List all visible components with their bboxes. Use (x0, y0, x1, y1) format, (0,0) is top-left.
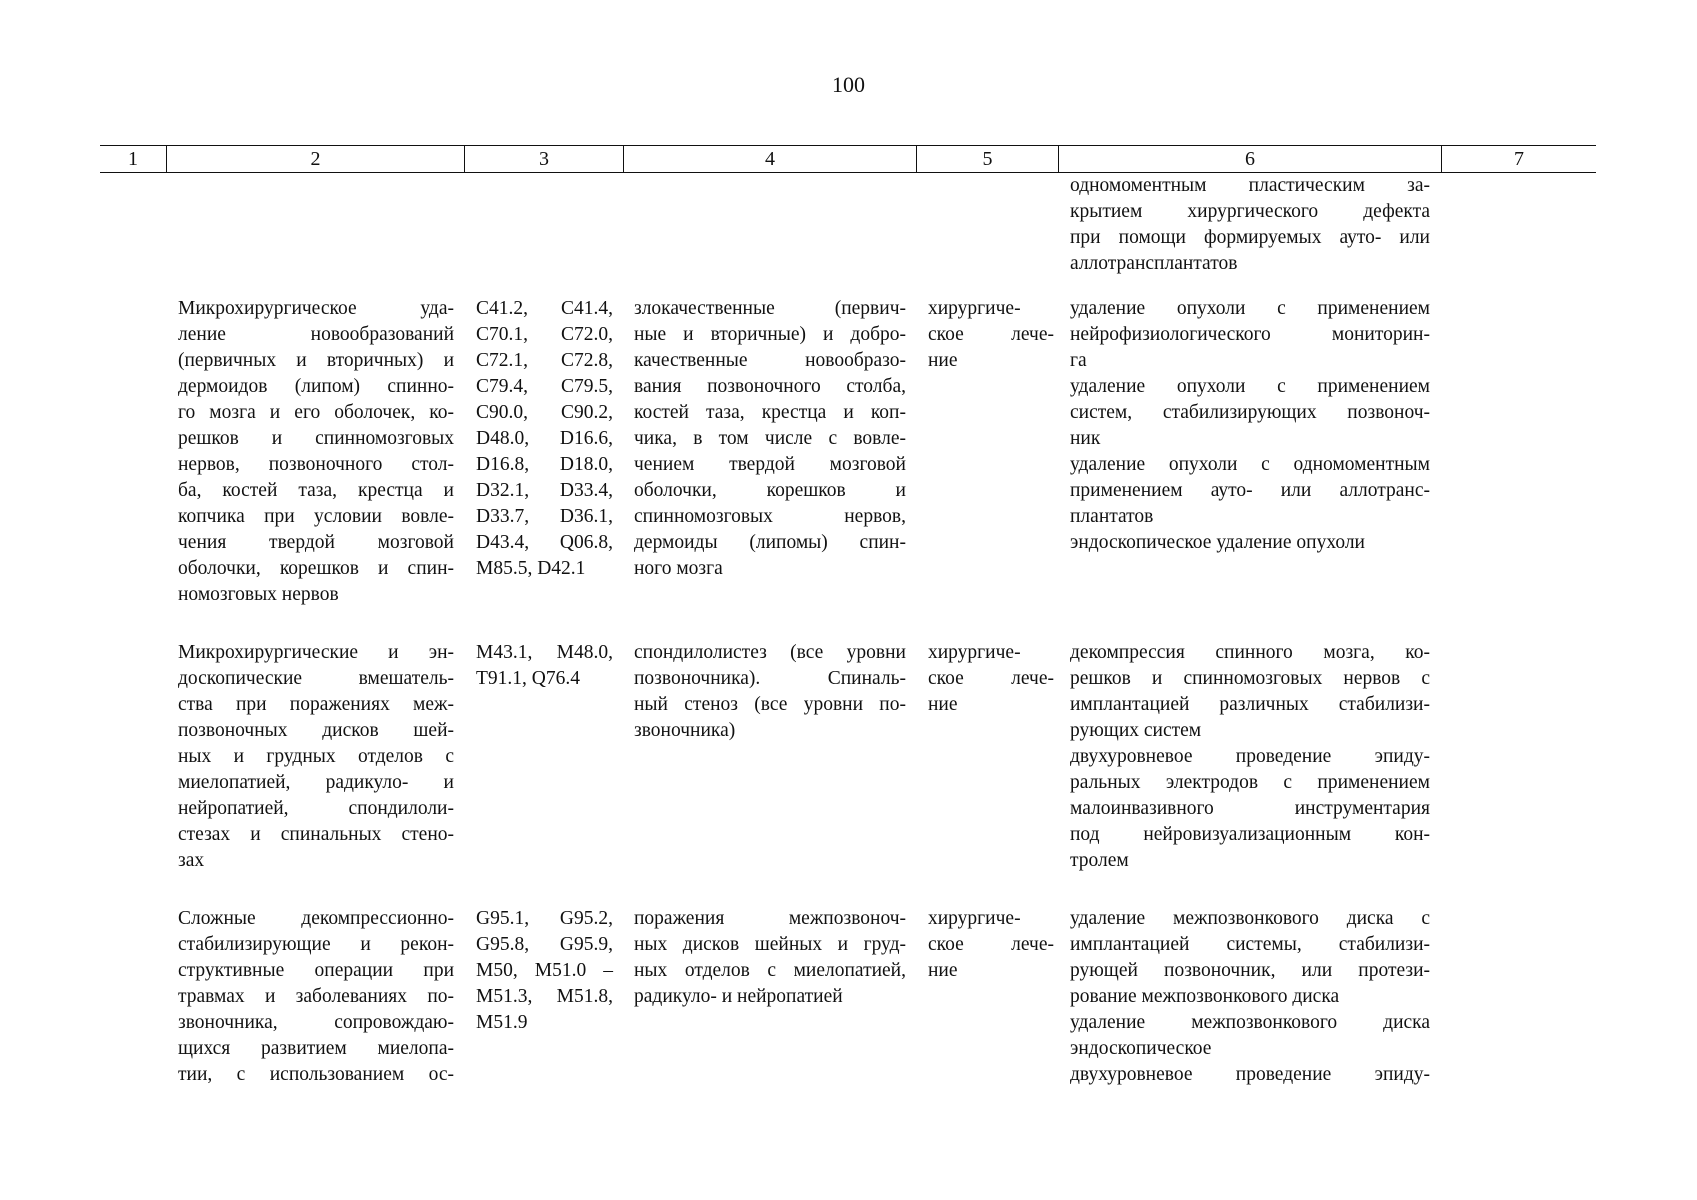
text-line: ление новообразований (178, 324, 454, 345)
text-line: хирургиче- (928, 298, 1021, 319)
row3-col3-codes (476, 906, 613, 1036)
text-line: копчика при условии вовле- (178, 506, 454, 527)
row2-col4-diagnosis (634, 640, 906, 744)
text-line: нервов, позвоночного стол- (178, 454, 454, 475)
text-line: M85.5, D42.1 (476, 558, 586, 579)
text-line: ного мозга (634, 558, 723, 579)
text-line: C70.1, C72.0, (476, 324, 613, 345)
text-line: Микрохирургические и эн- (178, 642, 454, 663)
text-line: ных отделов с миелопатией, (634, 960, 906, 981)
text-line: зах (178, 850, 205, 871)
text-line: тролем (1070, 850, 1129, 871)
text-line: (первичных и вторичных) и (178, 350, 454, 371)
text-line: систем, стабилизирующих позвоноч- (1070, 402, 1430, 423)
row3-col4-diagnosis (634, 906, 906, 1010)
text-line: ные и вторичные) и добро- (634, 324, 906, 345)
text-line: удаление опухоли с применением (1070, 298, 1430, 319)
text-line: G95.8, G95.9, (476, 934, 613, 955)
text-line: ба, костей таза, крестца и (178, 480, 454, 501)
text-line: ных дисков шейных и груд- (634, 934, 906, 955)
text-line: хирургиче- (928, 908, 1021, 929)
row1-col4-diagnosis (634, 296, 906, 582)
text-line: двухуровневое проведение эпиду- (1070, 746, 1430, 767)
text-line: эндоскопическое удаление опухоли (1070, 532, 1365, 553)
text-line: C90.0, C90.2, (476, 402, 613, 423)
row1-col3-codes (476, 296, 613, 582)
header-col-1: 1 (128, 148, 138, 170)
text-line: при помощи формируемых ауто- или (1070, 227, 1430, 248)
text-line: го мозга и его оболочек, ко- (178, 402, 454, 423)
text-line: качественные новообразо- (634, 350, 906, 371)
text-line: дермоидов (липом) спинно- (178, 376, 454, 397)
text-line: M43.1, M48.0, (476, 642, 613, 663)
text-line: ства при поражениях меж- (178, 694, 454, 715)
text-line: тии, с использованием ос- (178, 1064, 454, 1085)
header-col-4: 4 (765, 148, 775, 170)
text-line: щихся развитием миелопа- (178, 1038, 454, 1059)
text-line: позвоночных дисков шей- (178, 720, 454, 741)
text-line: костей таза, крестца и коп- (634, 402, 906, 423)
text-line: декомпрессия спинного мозга, ко- (1070, 642, 1430, 663)
text-line: плантатов (1070, 506, 1154, 527)
text-line: одномоментным пластическим за- (1070, 175, 1430, 196)
row1-col2-method (178, 296, 454, 608)
text-line: аллотрансплантатов (1070, 253, 1238, 274)
text-line: ское лече- (928, 668, 1054, 689)
text-line: D43.4, Q06.8, (476, 532, 613, 553)
text-line: поражения межпозвоноч- (634, 908, 906, 929)
text-line: G95.1, G95.2, (476, 908, 613, 929)
text-line: чением твердой мозговой (634, 454, 906, 475)
text-line: ние (928, 960, 958, 981)
text-line: M50, M51.0 – (476, 960, 613, 981)
text-line: оболочки, корешков и спин- (178, 558, 454, 579)
text-line: дермоиды (липомы) спин- (634, 532, 906, 553)
text-line: M51.9 (476, 1012, 528, 1033)
text-line: удаление опухоли с применением (1070, 376, 1430, 397)
text-line: ных и грудных отделов с (178, 746, 454, 767)
header-col-2: 2 (310, 148, 321, 170)
text-line: злокачественные (первич- (634, 298, 906, 319)
text-line: Сложные декомпрессионно- (178, 908, 454, 929)
text-line: миелопатией, радикуло- и (178, 772, 454, 793)
text-line: эндоскопическое (1070, 1038, 1212, 1059)
text-line: спинномозговых нервов, (634, 506, 906, 527)
row3-col6-method-detail (1070, 906, 1430, 1088)
text-line: рующей позвоночник, или протези- (1070, 960, 1430, 981)
text-line: ние (928, 350, 958, 371)
text-line: радикуло- и нейропатией (634, 986, 843, 1007)
text-line: доскопические вмешатель- (178, 668, 454, 689)
continuation-col6 (1070, 173, 1430, 277)
row1-col6-method-detail (1070, 296, 1430, 556)
text-line: стезах и спинальных стено- (178, 824, 454, 845)
text-line: стабилизирующие и рекон- (178, 934, 454, 955)
text-line: T91.1, Q76.4 (476, 668, 580, 689)
text-line: C79.4, C79.5, (476, 376, 613, 397)
text-line: позвоночника). Спиналь- (634, 668, 906, 689)
header-col-7: 7 (1514, 148, 1524, 170)
row3-col2-method (178, 906, 454, 1088)
text-line: ный стеноз (все уровни по- (634, 694, 906, 715)
row2-col5-treatment (928, 640, 1054, 718)
text-line: звоночника, сопровождаю- (178, 1012, 454, 1033)
text-line: ние (928, 694, 958, 715)
text-line: травмах и заболеваниях по- (178, 986, 454, 1007)
text-line: нейропатией, спондилоли- (178, 798, 454, 819)
page-number: 100 (832, 72, 865, 97)
text-line: C72.1, C72.8, (476, 350, 613, 371)
header-col-3: 3 (539, 148, 549, 170)
text-line: удаление межпозвонкового диска (1070, 1012, 1430, 1033)
text-line: хирургиче- (928, 642, 1021, 663)
text-line: решков и спинномозговых нервов с (1070, 668, 1430, 689)
row2-col2-method (178, 640, 454, 874)
text-line: D32.1, D33.4, (476, 480, 613, 501)
row1-col5-treatment (928, 296, 1054, 374)
text-line: имплантацией системы, стабилизи- (1070, 934, 1430, 955)
text-line: под нейровизуализационным кон- (1070, 824, 1430, 845)
table-header-row (100, 145, 1596, 173)
text-line: ральных электродов с применением (1070, 772, 1430, 793)
text-line: крытием хирургического дефекта (1070, 201, 1430, 222)
text-line: ское лече- (928, 934, 1054, 955)
text-line: звоночника) (634, 720, 736, 741)
text-line: M51.3, M51.8, (476, 986, 613, 1007)
text-line: чика, в том числе с вовле- (634, 428, 906, 449)
text-line: ник (1070, 428, 1101, 449)
row3-col5-treatment (928, 906, 1054, 984)
text-line: D33.7, D36.1, (476, 506, 613, 527)
text-line: применением ауто- или аллотранс- (1070, 480, 1430, 501)
text-line: оболочки, корешков и (634, 480, 906, 501)
text-line: удаление межпозвонкового диска с (1070, 908, 1430, 929)
text-line: структивные операции при (178, 960, 454, 981)
header-col-5: 5 (982, 148, 993, 170)
text-line: ское лече- (928, 324, 1054, 345)
row2-col3-codes (476, 640, 613, 692)
text-line: вания позвоночного столба, (634, 376, 906, 397)
text-line: D48.0, D16.6, (476, 428, 613, 449)
text-line: га (1070, 350, 1087, 371)
text-line: чения твердой мозговой (178, 532, 454, 553)
text-line: рующих систем (1070, 720, 1202, 741)
text-line: имплантацией различных стабилизи- (1070, 694, 1430, 715)
text-line: рование межпозвонкового диска (1070, 986, 1340, 1007)
text-line: спондилолистез (все уровни (634, 642, 906, 663)
text-line: двухуровневое проведение эпиду- (1070, 1064, 1430, 1085)
text-line: номозговых нервов (178, 584, 339, 605)
text-line: решков и спинномозговых (178, 428, 454, 449)
text-line: Микрохирургическое уда- (178, 298, 454, 319)
text-line: удаление опухоли с одномоментным (1070, 454, 1430, 475)
text-line: малоинвазивного инструментария (1070, 798, 1430, 819)
text-line: C41.2, C41.4, (476, 298, 613, 319)
header-col-6: 6 (1245, 148, 1255, 170)
row2-col6-method-detail (1070, 640, 1430, 874)
text-line: D16.8, D18.0, (476, 454, 613, 475)
text-line: нейрофизиологического мониторин- (1070, 324, 1430, 345)
